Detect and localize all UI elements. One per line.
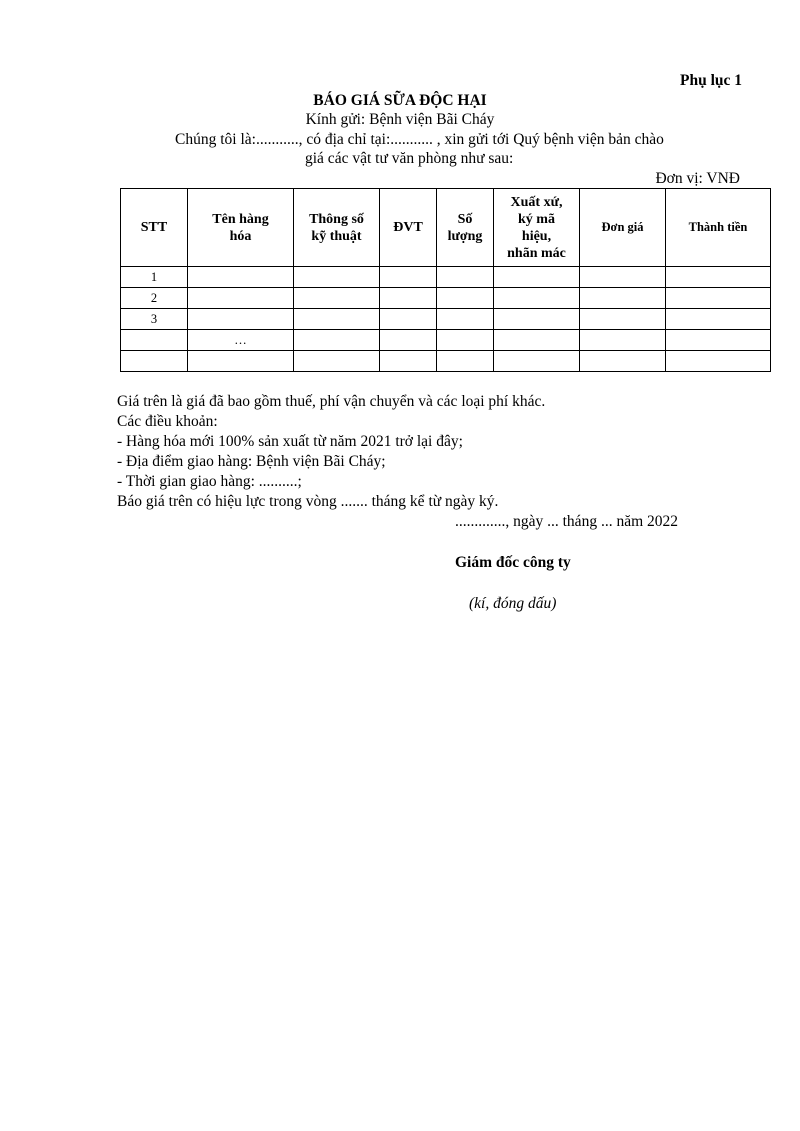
header-item-name: Tên hàng hóa (188, 189, 294, 267)
seal-note: (kí, đóng dấu) (469, 595, 557, 612)
header-spec: Thông số kỹ thuật (294, 189, 380, 267)
recipient-line: Kính gửi: Bệnh viện Bãi Cháy (305, 111, 495, 128)
cell-item-name (188, 288, 294, 309)
cell-stt: 3 (121, 309, 188, 330)
intro-line-1: Chúng tôi là:..........., có địa chỉ tại:........... , xin gửi tới Quý bệnh viện bản chào (175, 131, 664, 148)
table-header-row (121, 189, 771, 267)
term-item: - Hàng hóa mới 100% sản xuất từ năm 2021 trở lại đây; (117, 433, 463, 450)
cell-stt (121, 330, 188, 351)
date-line: ............., ngày ... tháng ... năm 2022 (455, 513, 679, 530)
cell-item-name: … (188, 330, 294, 351)
cell-stt: 2 (121, 288, 188, 309)
cell-stt (121, 351, 188, 372)
table-row (121, 309, 771, 330)
table-row (121, 288, 771, 309)
header-quantity: Số lượng (437, 189, 494, 267)
header-stt: STT (121, 189, 188, 267)
table-row (121, 267, 771, 288)
quotation-table (120, 188, 771, 372)
cell-item-name (188, 351, 294, 372)
terms-title: Các điều khoản: (117, 413, 218, 430)
table-row (121, 330, 771, 351)
price-note: Giá trên là giá đã bao gồm thuế, phí vận chuyển và các loại phí khác. (117, 393, 546, 410)
term-item: - Thời gian giao hàng: ..........; (117, 473, 302, 490)
document-title: BÁO GIÁ SỮA ĐỘC HẠI (313, 92, 487, 109)
cell-stt: 1 (121, 267, 188, 288)
cell-item-name (188, 267, 294, 288)
validity-note: Báo giá trên có hiệu lực trong vòng ....... tháng kể từ ngày ký. (117, 493, 499, 510)
term-item: - Địa điểm giao hàng: Bệnh viện Bãi Cháy; (117, 453, 386, 470)
cell-item-name (188, 309, 294, 330)
header-unit-price: Đơn giá (580, 189, 666, 267)
header-unit: ĐVT (380, 189, 437, 267)
intro-line-2: giá các vật tư văn phòng như sau: (305, 150, 514, 167)
currency-unit: Đơn vị: VNĐ (655, 170, 740, 187)
header-origin: Xuất xứ, ký mã hiệu, nhãn mác (494, 189, 580, 267)
table-row (121, 351, 771, 372)
signer-title: Giám đốc công ty (455, 554, 571, 571)
appendix-label: Phụ lục 1 (679, 72, 742, 89)
header-total: Thành tiền (666, 189, 771, 267)
